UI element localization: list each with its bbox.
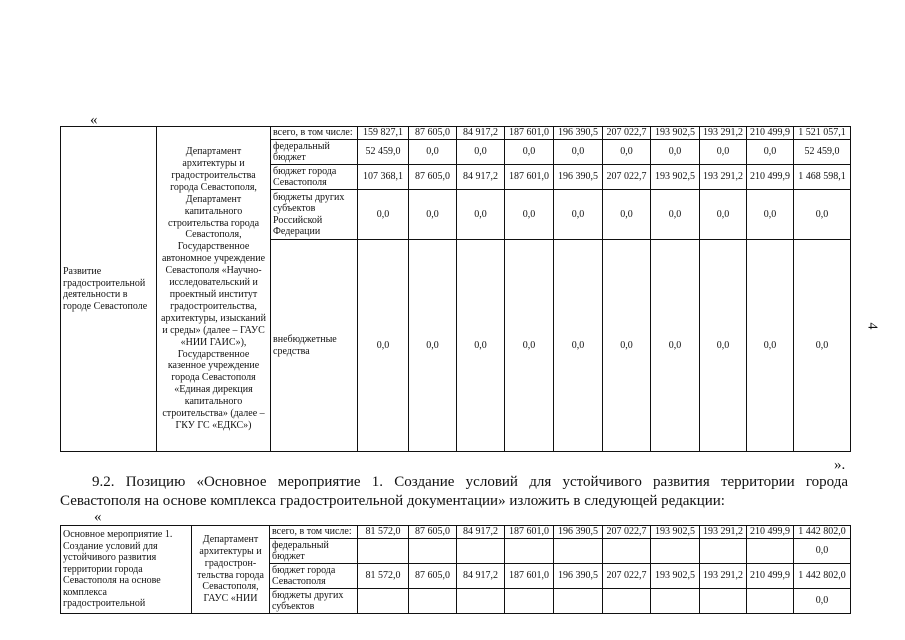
value-cell <box>554 589 603 614</box>
row-label: всего, в том числе: <box>271 127 358 140</box>
value-cell: 0,0 <box>554 140 603 165</box>
value-cell: 210 499,9 <box>747 564 794 589</box>
value-cell <box>505 539 554 564</box>
value-cell: 193 291,2 <box>700 526 747 539</box>
value-cell: 0,0 <box>603 140 651 165</box>
value-cell: 0,0 <box>700 140 747 165</box>
value-cell: 0,0 <box>457 240 505 452</box>
value-cell: 0,0 <box>505 190 554 240</box>
value-cell: 196 390,5 <box>554 526 603 539</box>
value-cell: 193 291,2 <box>700 165 747 190</box>
value-cell: 0,0 <box>651 240 700 452</box>
value-cell: 207 022,7 <box>603 526 651 539</box>
value-cell: 0,0 <box>457 140 505 165</box>
row-label: внебюджетные средства <box>271 240 358 452</box>
value-cell: 0,0 <box>603 190 651 240</box>
value-cell: 0,0 <box>794 240 851 452</box>
row-label: бюджеты других субъектов <box>270 589 358 614</box>
value-cell <box>747 589 794 614</box>
value-cell: 81 572,0 <box>358 564 409 589</box>
value-cell: 210 499,9 <box>747 165 794 190</box>
value-cell: 84 917,2 <box>457 165 505 190</box>
value-cell: 196 390,5 <box>554 564 603 589</box>
value-cell <box>358 589 409 614</box>
value-cell: 84 917,2 <box>457 127 505 140</box>
value-cell: 1 442 802,0 <box>794 564 851 589</box>
value-cell: 0,0 <box>651 140 700 165</box>
row-label: бюджет города Севастополя <box>270 564 358 589</box>
value-cell: 193 902,5 <box>651 564 700 589</box>
row-label: всего, в том числе: <box>270 526 358 539</box>
funding-table-2 <box>60 525 851 614</box>
value-cell: 196 390,5 <box>554 165 603 190</box>
value-cell: 87 605,0 <box>409 165 457 190</box>
value-cell: 0,0 <box>409 240 457 452</box>
value-cell: 0,0 <box>700 240 747 452</box>
value-cell <box>457 589 505 614</box>
activity-cell: Развитие градостроительной деятельности в городе Севастополе <box>61 127 157 452</box>
value-cell <box>700 539 747 564</box>
value-cell: 0,0 <box>554 190 603 240</box>
value-cell: 0,0 <box>505 240 554 452</box>
opening-quote-2: « <box>94 509 102 525</box>
value-cell: 0,0 <box>505 140 554 165</box>
value-cell: 159 827,1 <box>358 127 409 140</box>
value-cell: 187 601,0 <box>505 165 554 190</box>
activity-cell: Основное мероприятие 1. Создание условий для устойчивого развития территории города Севастополя на основе комплекса градостроительной <box>61 526 192 614</box>
value-cell: 87 605,0 <box>409 526 457 539</box>
value-cell: 0,0 <box>747 240 794 452</box>
amendment-paragraph-text: 9.2. Позицию «Основное мероприятие 1. Создание условий для устойчивого развития территории города Севастополя на основе комплекса градостроительной документации» изложить в следующей редакции: <box>60 474 848 509</box>
value-cell: 84 917,2 <box>457 564 505 589</box>
value-cell <box>747 539 794 564</box>
value-cell: 84 917,2 <box>457 526 505 539</box>
value-cell: 196 390,5 <box>554 127 603 140</box>
value-cell: 0,0 <box>554 240 603 452</box>
value-cell: 87 605,0 <box>409 127 457 140</box>
opening-quote-1: « <box>90 112 98 128</box>
value-cell: 0,0 <box>358 190 409 240</box>
value-cell: 193 291,2 <box>700 127 747 140</box>
value-cell <box>409 589 457 614</box>
value-cell: 0,0 <box>651 190 700 240</box>
value-cell: 0,0 <box>358 240 409 452</box>
value-cell <box>554 539 603 564</box>
value-cell: 210 499,9 <box>747 127 794 140</box>
value-cell: 0,0 <box>700 190 747 240</box>
value-cell: 0,0 <box>603 240 651 452</box>
value-cell <box>409 539 457 564</box>
amendment-paragraph <box>60 473 848 511</box>
value-cell: 193 902,5 <box>651 526 700 539</box>
value-cell: 0,0 <box>794 589 851 614</box>
row-label: бюджет города Севастополя <box>271 165 358 190</box>
value-cell: 187 601,0 <box>505 127 554 140</box>
value-cell: 187 601,0 <box>505 526 554 539</box>
row-label: федеральный бюджет <box>270 539 358 564</box>
value-cell <box>358 539 409 564</box>
page-number: 4 <box>864 322 880 330</box>
value-cell: 210 499,9 <box>747 526 794 539</box>
value-cell: 193 902,5 <box>651 165 700 190</box>
value-cell: 1 468 598,1 <box>794 165 851 190</box>
value-cell <box>505 589 554 614</box>
value-cell <box>603 589 651 614</box>
value-cell <box>651 589 700 614</box>
value-cell <box>651 539 700 564</box>
value-cell: 193 291,2 <box>700 564 747 589</box>
row-label: бюджеты других субъектов Российской Федерации <box>271 190 358 240</box>
value-cell: 0,0 <box>794 539 851 564</box>
funding-table-1 <box>60 126 851 452</box>
value-cell: 207 022,7 <box>603 165 651 190</box>
value-cell: 1 521 057,1 <box>794 127 851 140</box>
value-cell: 207 022,7 <box>603 127 651 140</box>
row-label: федеральный бюджет <box>271 140 358 165</box>
value-cell: 0,0 <box>409 140 457 165</box>
closing-quote-1: ». <box>834 457 846 473</box>
department-cell: Департамент архитектуры и градостроительства города Севастополя, Департамент капитального строительства города Севастополя, Государственное автономное учреждение Севастополя «Научно-исследовательский и проектный институт градостроительства, архитектуры, изысканий и среды» (далее – ГАУС «НИИ ГАИС»), Государственное казенное учреждение города Севастополя «Единая дирекция капитального строительства» (далее – ГКУ ГС «ЕДКС») <box>157 127 271 452</box>
value-cell: 81 572,0 <box>358 526 409 539</box>
value-cell: 187 601,0 <box>505 564 554 589</box>
value-cell: 107 368,1 <box>358 165 409 190</box>
value-cell <box>603 539 651 564</box>
value-cell: 0,0 <box>747 140 794 165</box>
value-cell: 207 022,7 <box>603 564 651 589</box>
value-cell <box>700 589 747 614</box>
value-cell: 0,0 <box>747 190 794 240</box>
value-cell: 0,0 <box>409 190 457 240</box>
value-cell: 52 459,0 <box>358 140 409 165</box>
value-cell: 87 605,0 <box>409 564 457 589</box>
value-cell: 0,0 <box>794 190 851 240</box>
value-cell <box>457 539 505 564</box>
value-cell: 52 459,0 <box>794 140 851 165</box>
value-cell: 0,0 <box>457 190 505 240</box>
department-cell: Департамент архитектуры и градострон-тельства города Севастополя, ГАУС «НИИ <box>192 526 270 614</box>
value-cell: 193 902,5 <box>651 127 700 140</box>
value-cell: 1 442 802,0 <box>794 526 851 539</box>
